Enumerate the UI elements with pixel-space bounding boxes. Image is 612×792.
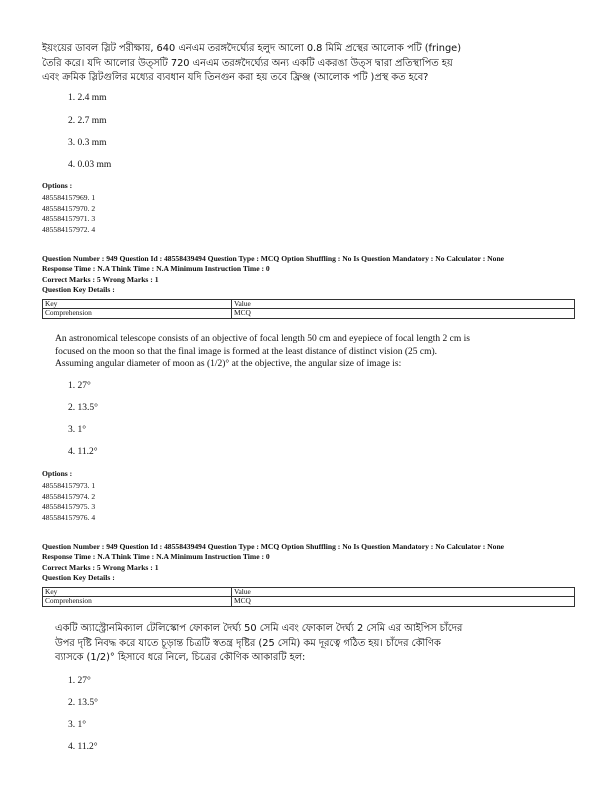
b2-table-header-key: Key: [43, 300, 232, 309]
b2-option-id-1: 485584157973. 1: [42, 481, 96, 490]
q1-choice-1: 1. 2.4 mm: [68, 93, 107, 103]
b2-key-table: [42, 299, 575, 319]
b3-key-details-label: Question Key Details :: [42, 572, 115, 582]
b3-choice-2: 2. 13.5°: [68, 698, 98, 708]
b2-line-1: An astronomical telescope consists of an objective of focal length 50 cm and eyepiece of focal length 2 cm is: [55, 334, 470, 344]
q1-line-3: এবং ক্রমিক স্লিটগুলির মধ্যের ব্যবধান যদি তিনগুন করা হয় তবে ফ্রিঞ্জ (আলোক পটি )প্রস্থ কত হবে?: [42, 72, 429, 83]
b3-meta-line-2: Response Time : N.A Think Time : N.A Minimum Instruction Time : 0: [42, 552, 270, 562]
b2-choice-3: 3. 1°: [68, 425, 87, 435]
b2-option-id-4: 485584157976. 4: [42, 512, 96, 522]
b2-line-3: Assuming angular diameter of moon as (1/2)° at the objective, the angular size of image is:: [55, 359, 402, 369]
b3-table-cell-key: Comprehension: [43, 597, 232, 606]
b2-options-label: Options :: [42, 469, 73, 478]
b2-option-ids: [42, 481, 95, 523]
b3-marks: Correct Marks : 5 Wrong Marks : 1: [42, 562, 159, 572]
q1-options-label: Options :: [42, 181, 73, 190]
q1-choice-3: 3. 0.3 mm: [68, 138, 107, 148]
q1-option-id-1: 485584157969. 1: [42, 193, 96, 202]
b3-choice-1: 1. 27°: [68, 676, 91, 686]
b3-line-1: একটি অ্যাস্ট্রোনমিক্যাল টেলিস্কোপ ফোকাল দৈর্ঘ্য 50 সেমি এবং ফোকাল দৈর্ঘ্য 2 সেমি এর আইপিস চাঁদের: [55, 623, 463, 634]
b3-choice-3: 3. 1°: [68, 720, 87, 730]
b2-line-2: focused on the moon so that the final image is formed at the least distance of distinct vision (25 cm).: [55, 346, 438, 357]
b2-meta: [42, 254, 504, 295]
b3-meta: [42, 542, 504, 583]
q1-question-text: [42, 42, 461, 86]
q1-option-id-2: 485584157970. 2: [42, 203, 96, 213]
b3-key-table: [42, 587, 575, 607]
b2-table-cell-key: Comprehension: [43, 309, 232, 318]
q1-choice-2: 2. 2.7 mm: [68, 116, 107, 126]
b2-meta-line-1: Question Number : 949 Question Id : 48558439494 Question Type : MCQ Option Shuffling : No Is Question Mandatory : No Calculator : None: [42, 254, 505, 263]
b2-option-id-2: 485584157974. 2: [42, 491, 96, 501]
b2-table-cell-value: MCQ: [232, 309, 575, 318]
b2-choice-4: 4. 11.2°: [68, 447, 98, 457]
q1-line-2: তৈরি করে। যদি আলোর উত্সটি 720 এনএম তরঙ্গদৈর্ঘ্যের অন্য একটি একরঙা উত্স দ্বারা প্রতিস্থাপিত হয়: [42, 57, 453, 69]
b2-key-details-label: Question Key Details :: [42, 284, 115, 294]
b2-table-header-value: Value: [232, 300, 575, 309]
b2-question-text: [55, 333, 470, 371]
q1-line-1: ইয়ংয়ের ডাবল স্লিট পরীক্ষায়, 640 এনএম তরঙ্গদৈর্ঘ্যের হলুদ আলো 0.8 মিমি প্রস্থের আলোক পটি (fringe): [42, 43, 462, 54]
b3-table-header-value: Value: [232, 588, 575, 597]
b3-table-header-key: Key: [43, 588, 232, 597]
b2-marks: Correct Marks : 5 Wrong Marks : 1: [42, 274, 159, 284]
b2-choice-1: 1. 27°: [68, 381, 91, 391]
q1-choice-4: 4. 0.03 mm: [68, 160, 112, 170]
b2-choice-2: 2. 13.5°: [68, 403, 98, 413]
b3-line-2: উপর দৃষ্টি নিবদ্ধ করে যাতে চূড়ান্ত চিত্রটি স্বতন্ত্র দৃষ্টির (25 সেমি) কম দূরত্বে গঠিত হয়। চাঁদের কৌণিক: [55, 637, 441, 649]
q1-option-ids: [42, 193, 95, 235]
b2-option-id-3: 485584157975. 3: [42, 502, 96, 512]
b3-meta-line-1: Question Number : 949 Question Id : 48558439494 Question Type : MCQ Option Shuffling : No Is Question Mandatory : No Calculator : None: [42, 542, 505, 551]
b3-question-text: [55, 622, 462, 666]
b3-table-cell-value: MCQ: [232, 597, 575, 606]
b2-meta-line-2: Response Time : N.A Think Time : N.A Minimum Instruction Time : 0: [42, 264, 270, 274]
q1-option-id-3: 485584157971. 3: [42, 214, 96, 224]
b3-choice-4: 4. 11.2°: [68, 742, 98, 752]
b3-line-3: ব্যাসকে (1/2)° হিসাবে ধরে নিলে, চিত্রের কৌণিক আকারটি হল:: [55, 652, 306, 663]
q1-option-id-4: 485584157972. 4: [42, 224, 96, 234]
